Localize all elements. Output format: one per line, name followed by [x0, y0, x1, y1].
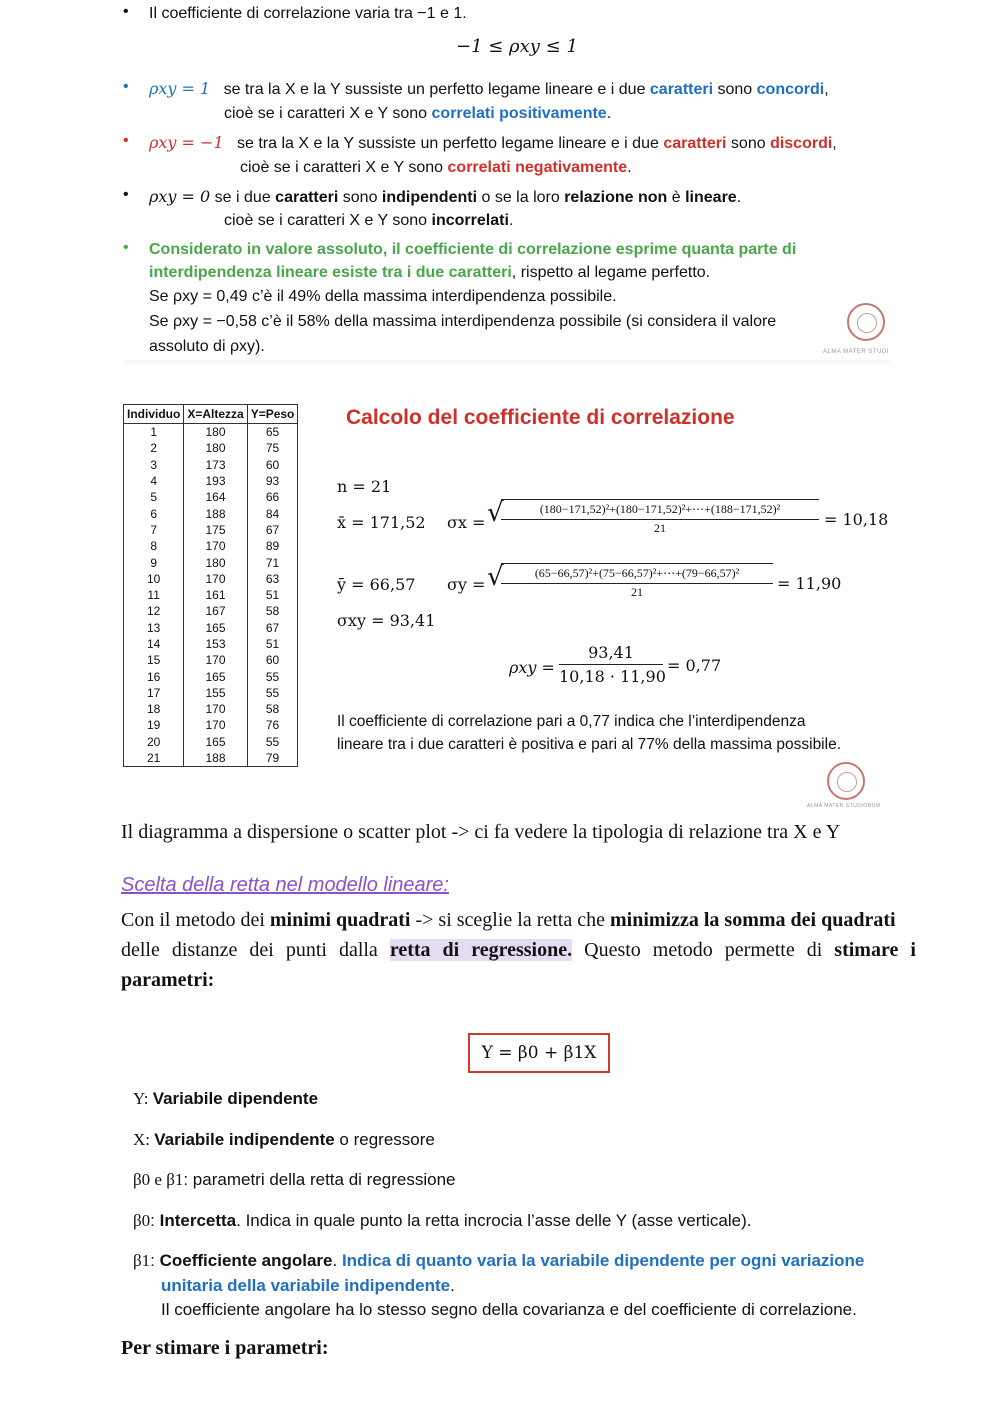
b3-relazione: relazione non [564, 189, 668, 206]
b3-sono: sono [338, 189, 382, 206]
cell-altezza: 170 [184, 717, 247, 733]
def-beta1-symbol: β1 [133, 1251, 151, 1270]
cell-peso: 51 [247, 636, 298, 652]
sigma-x-denominator: 21 [654, 521, 666, 535]
b2-sono: sono [726, 135, 771, 152]
def-beta1 [133, 1251, 864, 1271]
cell-peso: 67 [247, 522, 298, 538]
b3-o: o se la loro [477, 189, 565, 206]
header-peso: Y=Peso [247, 405, 298, 424]
cell-individuo: 3 [124, 457, 184, 473]
b3-e: è [667, 189, 686, 206]
cell-altezza: 170 [184, 538, 247, 554]
table-row [124, 571, 298, 587]
b4-example1: Se ρxy = 0,49 c’è il 49% della massima interdipendenza possibile. [149, 288, 617, 305]
table-row [124, 587, 298, 603]
rho-one-math: ρxy = 1 [149, 79, 211, 98]
bullet-rho-zero [149, 185, 741, 210]
table-row [124, 440, 298, 456]
b2-negative: correlati negativamente [447, 159, 628, 176]
b3-lineare: lineare [685, 189, 737, 206]
cell-peso: 67 [247, 620, 298, 636]
b3-a: se i due [210, 189, 276, 206]
cell-peso: 58 [247, 603, 298, 619]
regression-formula-box: Y = β0 + β1X [468, 1033, 610, 1073]
b1-dot: . [606, 105, 612, 122]
cell-altezza: 167 [184, 603, 247, 619]
b4-example2: Se ρxy = −0,58 c’è il 58% della massima interdipendenza possibile (si considera il valore [149, 313, 777, 330]
p2-stimare: stimare i [834, 939, 916, 961]
table-row [124, 538, 298, 554]
b2-comma: , [832, 135, 837, 152]
cell-peso: 79 [247, 750, 298, 767]
rho-denominator: 10,18 · 11,90 [559, 667, 666, 686]
b1-line2 [224, 102, 611, 126]
cell-peso: 75 [247, 440, 298, 456]
def-beta0 [133, 1211, 751, 1231]
b2-line2 [240, 156, 632, 180]
b2-text: se tra la X e la Y sussiste un perfetto legame lineare e i due [236, 135, 664, 152]
x-mean: x̄ = 171,52 [337, 513, 426, 532]
cell-peso: 58 [247, 701, 298, 717]
cell-individuo: 14 [124, 636, 184, 652]
table-row [124, 668, 298, 684]
sigma-x-result: = 10,18 [824, 510, 889, 529]
b2-caratteri: caratteri [663, 135, 727, 152]
p1-c: -> si sceglie la retta che [410, 909, 610, 931]
cell-altezza: 164 [184, 489, 247, 505]
sqrt-sign-icon: √ [487, 498, 504, 528]
cell-altezza: 170 [184, 652, 247, 668]
cell-peso: 65 [247, 424, 298, 441]
cell-individuo: 1 [124, 424, 184, 441]
b1-sono: sono [713, 81, 757, 98]
b3-line2 [224, 209, 513, 233]
table-row [124, 717, 298, 733]
table-row [124, 750, 298, 767]
bullet-dot: • [123, 3, 129, 20]
cell-individuo: 11 [124, 587, 184, 603]
table-row [124, 489, 298, 505]
cell-individuo: 16 [124, 668, 184, 684]
cell-altezza: 165 [184, 734, 247, 750]
cell-altezza: 173 [184, 457, 247, 473]
b1-positive: correlati positivamente [431, 105, 607, 122]
b4-line2 [149, 261, 710, 285]
slide-correlation-calc [121, 400, 893, 810]
n-value: n = 21 [337, 477, 392, 496]
cell-altezza: 193 [184, 473, 247, 489]
def-beta0-intercetta: Intercetta [159, 1211, 237, 1230]
final-line: Per stimare i parametri: [121, 1337, 329, 1359]
b4-example3: assoluto di ρxy). [149, 338, 265, 355]
paragraph-line2 [121, 939, 979, 962]
b4-green2: interdipendenza lineare esiste tra i due caratteri [149, 264, 512, 281]
paragraph-line3: parametri: [121, 969, 215, 991]
bullet-dot: • [123, 132, 129, 149]
cell-individuo: 4 [124, 473, 184, 489]
table-row [124, 734, 298, 750]
cell-peso: 76 [247, 717, 298, 733]
seal-caption: ALMA MATER STUDIORUM [807, 803, 881, 809]
conclusion-line2: lineare tra i due caratteri è positiva e pari al 77% della massima possibile. [337, 736, 841, 753]
cell-peso: 60 [247, 652, 298, 668]
cell-individuo: 10 [124, 571, 184, 587]
slide-title: Calcolo del coefficiente di correlazione [346, 406, 735, 429]
sqrt-sign-icon: √ [487, 562, 504, 592]
university-seal-icon [827, 762, 865, 800]
b2-discordi: discordi [770, 135, 833, 152]
cell-altezza: 170 [184, 571, 247, 587]
table-row [124, 522, 298, 538]
p2-c: Questo metodo permette di [572, 939, 835, 961]
b1-text-b: cioè se i caratteri X e Y sono [224, 105, 432, 122]
b1-text: se tra la X e la Y sussiste un perfetto legame lineare e i due [223, 81, 650, 98]
cell-altezza: 153 [184, 636, 247, 652]
cell-individuo: 19 [124, 717, 184, 733]
cell-peso: 60 [247, 457, 298, 473]
slide-correlation-range [121, 0, 893, 360]
sigma-y-result: = 11,90 [777, 574, 842, 593]
cell-altezza: 170 [184, 701, 247, 717]
scatter-plot-line: Il diagramma a dispersione o scatter plot -> ci fa vedere la tipologia di relazione tra X e Y [121, 821, 841, 843]
table-row [124, 505, 298, 521]
rho-numerator: 93,41 [559, 643, 663, 665]
b3-caratteri: caratteri [275, 189, 339, 206]
def-y [133, 1089, 318, 1109]
b4-green-line1: Considerato in valore assoluto, il coefficiente di correlazione esprime quanta parte di [149, 241, 797, 258]
cell-altezza: 155 [184, 685, 247, 701]
cell-individuo: 21 [124, 750, 184, 767]
cell-individuo: 18 [124, 701, 184, 717]
cell-peso: 55 [247, 685, 298, 701]
def-beta1-coeff: Coefficiente angolare [159, 1251, 333, 1270]
def-beta1-line2 [161, 1276, 455, 1296]
b1-concordi: concordi [756, 81, 825, 98]
sigma-y-denominator: 21 [631, 585, 643, 599]
def-x-text: Variabile indipendente [154, 1130, 335, 1149]
cell-peso: 55 [247, 734, 298, 750]
cell-peso: 66 [247, 489, 298, 505]
cell-individuo: 2 [124, 440, 184, 456]
cell-individuo: 9 [124, 554, 184, 570]
def-x-symbol: X: [133, 1130, 155, 1149]
university-seal-icon [847, 303, 885, 341]
rho-zero-math: ρxy = 0 [149, 187, 211, 206]
rho-fraction [559, 643, 666, 686]
def-beta0-text: . Indica in quale punto la retta incrocia l’asse delle Y (asse verticale). [236, 1211, 752, 1230]
sigma-x-numerator: (180−171,52)²+(180−171,52)²+⋯+(188−171,52)² [501, 500, 819, 520]
cell-peso: 84 [247, 505, 298, 521]
p1-minimizza: minimizza la somma dei quadrati [610, 909, 896, 931]
b1-caratteri: caratteri [649, 81, 714, 98]
table-row [124, 636, 298, 652]
def-beta1-blue2: unitaria della variabile indipendente [161, 1276, 451, 1295]
table-row [124, 652, 298, 668]
y-mean: ȳ = 66,57 [337, 575, 416, 594]
rho-label: ρxy = [509, 658, 555, 677]
cell-individuo: 20 [124, 734, 184, 750]
table-row [124, 457, 298, 473]
cell-peso: 71 [247, 554, 298, 570]
table-row [124, 701, 298, 717]
table-row [124, 473, 298, 489]
range-line: Il coefficiente di correlazione varia tra −1 e 1. [149, 5, 467, 22]
table-row [124, 554, 298, 570]
cell-altezza: 161 [184, 587, 247, 603]
b2-text-b: cioè se i caratteri X e Y sono [240, 159, 448, 176]
sigma-y-label: σy = [447, 575, 486, 594]
data-table [123, 404, 298, 767]
cell-altezza: 165 [184, 668, 247, 684]
p2-a: delle distanze dei punti dalla [121, 939, 390, 961]
cell-individuo: 13 [124, 620, 184, 636]
bullet-dot: • [123, 239, 129, 256]
header-altezza: X=Altezza [184, 405, 247, 424]
b2-dot: . [627, 159, 632, 176]
cell-altezza: 165 [184, 620, 247, 636]
sigma-x-label: σx = [447, 513, 486, 532]
bullet-rho-minus-one [149, 131, 837, 156]
bullet-dot: • [123, 186, 129, 203]
paragraph-line1 [121, 909, 979, 932]
sigma-y-fraction [501, 563, 773, 601]
cell-altezza: 175 [184, 522, 247, 538]
def-y-text: Variabile dipendente [152, 1089, 319, 1108]
section-heading: Scelta della retta nel modello lineare: [121, 874, 449, 896]
b3-dot: . [736, 189, 742, 206]
def-x [133, 1130, 435, 1150]
cell-altezza: 188 [184, 505, 247, 521]
def-betas [133, 1170, 456, 1190]
def-beta1-blue1: Indica di quanto varia la variabile dipendente per ogni variazione [341, 1251, 865, 1270]
def-betas-symbol: β0 e β1 [133, 1170, 184, 1189]
bullet-rho-one [149, 77, 829, 102]
b4-rest: , rispetto al legame perfetto. [511, 264, 711, 281]
cell-altezza: 180 [184, 440, 247, 456]
cell-peso: 55 [247, 668, 298, 684]
table-row [124, 620, 298, 636]
b3-indipendenti: indipendenti [381, 189, 478, 206]
p2-retta-regressione: retta di regressione. [389, 939, 573, 961]
sigma-y-numerator: (65−66,57)²+(75−66,57)²+⋯+(79−66,57)² [501, 564, 773, 584]
cell-peso: 63 [247, 571, 298, 587]
p1-a: Con il metodo dei [121, 909, 270, 931]
cell-individuo: 8 [124, 538, 184, 554]
rho-result: = 0,77 [667, 656, 722, 675]
cell-individuo: 17 [124, 685, 184, 701]
cell-individuo: 5 [124, 489, 184, 505]
def-beta1-colon: : [150, 1251, 160, 1270]
def-betas-text: : parametri della retta di regressione [183, 1170, 456, 1189]
b3-incorrelati: incorrelati [431, 212, 509, 229]
cell-peso: 93 [247, 473, 298, 489]
cell-individuo: 15 [124, 652, 184, 668]
def-x-regressore: o regressore [334, 1130, 435, 1149]
cell-altezza: 180 [184, 424, 247, 441]
header-individuo: Individuo [124, 405, 184, 424]
cell-individuo: 12 [124, 603, 184, 619]
table-header-row [124, 405, 298, 424]
def-beta1-line3: Il coefficiente angolare ha lo stesso segno della covarianza e del coefficiente di correlazione. [161, 1300, 857, 1319]
b3-dot2: . [508, 212, 514, 229]
seal-caption: ALMA MATER STUDI [823, 349, 889, 355]
rho-minus-one-math: ρxy = −1 [149, 133, 224, 152]
cell-individuo: 6 [124, 505, 184, 521]
cell-peso: 89 [247, 538, 298, 554]
p1-minimi-quadrati: minimi quadrati [269, 909, 411, 931]
cell-peso: 51 [247, 587, 298, 603]
cell-individuo: 7 [124, 522, 184, 538]
def-beta1-dot: . [450, 1276, 455, 1295]
cell-altezza: 188 [184, 750, 247, 767]
cell-altezza: 180 [184, 554, 247, 570]
conclusion-line1: Il coefficiente di correlazione pari a 0,77 indica che l’interdipendenza [337, 713, 806, 730]
bullet-dot: • [123, 78, 129, 95]
covariance: σxy = 93,41 [337, 611, 436, 630]
table-row [124, 685, 298, 701]
def-beta0-colon: : [150, 1211, 160, 1230]
table-row [124, 603, 298, 619]
table-row [124, 424, 298, 441]
b3-text-b: cioè se i caratteri X e Y sono [224, 212, 432, 229]
def-y-symbol: Y: [133, 1089, 153, 1108]
range-formula: −1 ≤ ρxy ≤ 1 [456, 36, 578, 57]
def-beta1-sep: . [332, 1251, 342, 1270]
def-beta0-symbol: β0 [133, 1211, 151, 1230]
b1-comma: , [824, 81, 829, 98]
sigma-x-fraction [501, 499, 819, 537]
